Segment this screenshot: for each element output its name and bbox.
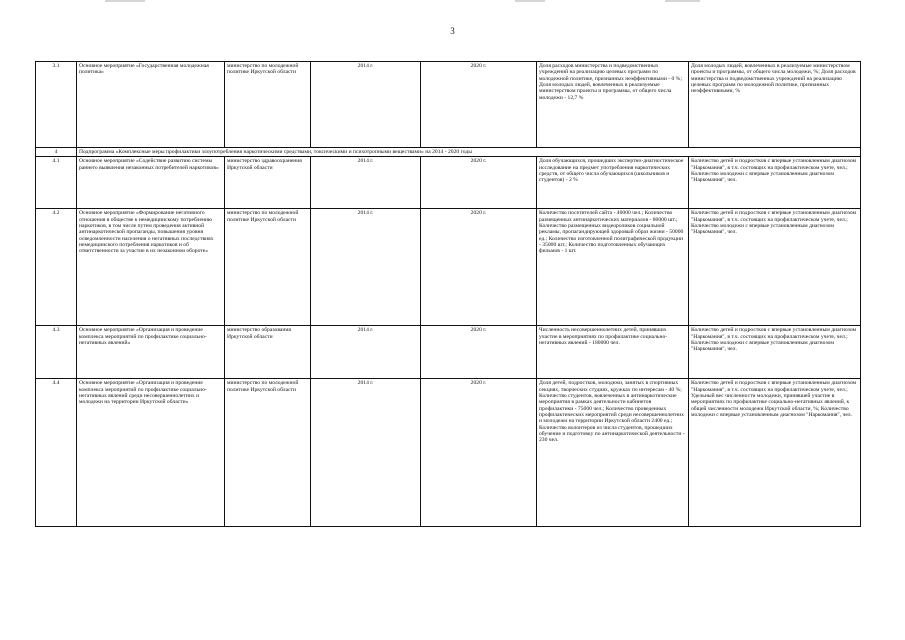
executor-cell: министерство по молодежной политике Иркутской области — [225, 379, 311, 527]
results-cell: Численность несовершеннолетних детей, принявших участие в мероприятиях по профилактике социально-негативных явлений - 180000 чел. — [537, 326, 689, 379]
event-cell: Основное мероприятие «Содействие развитию системы раннего выявления незаконных потребителей наркотиков» — [77, 157, 225, 209]
end-year-cell: 2020 г. — [421, 157, 537, 209]
scan-artifact-right — [665, 0, 700, 2]
executor-cell: министерство по молодежной политике Иркутской области — [225, 62, 311, 148]
executor-cell: министерство образования Иркутской области — [225, 326, 311, 379]
row-number: 4.3 — [36, 326, 77, 379]
end-year-cell: 2020 г. — [421, 209, 537, 326]
subprogram-title: Подпрограмма «Комплексные меры профилактики злоупотребления наркотическими средствами, токсическими и психотропными веществами» на 2014 - 2020 годы — [77, 148, 861, 157]
row-number: 4.1 — [36, 157, 77, 209]
indicators-cell: Количество детей и подростков с впервые установленным диагнозом "Наркомания", в т.ч. состоящих на профилактическом учете, чел.; Количество молодежи с впервые установленным диагнозом "Наркомания", чел. — [689, 326, 861, 379]
event-cell: Основное мероприятие «Организация и проведение комплекса мероприятий по профилактике социально-негативных явлений среди несовершеннолетних и молодежи на территории Иркутской области» — [77, 379, 225, 527]
indicators-cell: Количество детей и подростков с впервые установленным диагнозом "Наркомания", в т.ч. состоящих на профилактическом учете, чел.; Количество молодежи с впервые установленным диагнозом "Наркомания", чел. — [689, 209, 861, 326]
row-number: 4 — [36, 148, 77, 157]
scan-artifact-center — [515, 0, 545, 2]
results-cell: Доля детей, подростков, молодежи, занятых в спортивных секциях, творческих студиях, кружках по интересам - 40 %; Количество студентов, вовлеченных в антинаркотические мероприятия в рамках деятельности кабинетов профилактики - 75000 чел.; Количество проведенных профилактических мероприятий среди несовершеннолетних и молодежи на территории Иркутской области 2400 ед.; Количество волонтеров из числа студентов, прошедших обучение и подготовку по антинаркотической деятельности - 230 чел. — [537, 379, 689, 527]
table-row — [36, 209, 861, 326]
executor-cell: министерство по молодежной политике Иркутской области — [225, 209, 311, 326]
table-row — [36, 62, 861, 148]
indicators-cell: Количество детей и подростков с впервые установленным диагнозом "Наркомания", в т.ч. состоящих на профилактическом учете, чел.; Удельный вес численности молодежи, принявшей участие в мероприятиях по профилактике социально-негативных явлений, к общей численности молодежи Иркутской области, %; Количество молодежи с впервые установленным диагнозом "Наркомания", чел. — [689, 379, 861, 527]
table-row — [36, 326, 861, 379]
table-row — [36, 157, 861, 209]
row-number: 4.4 — [36, 379, 77, 527]
program-table — [35, 61, 861, 527]
start-year-cell: 2014 г. — [311, 379, 421, 527]
indicators-cell: Количество детей и подростков с впервые установленным диагнозом "Наркомания", в т.ч. состоящих на профилактическом учете, чел.; Количество молодежи с впервые установленным диагнозом "Наркомания", чел. — [689, 157, 861, 209]
indicators-cell: Доля молодых людей, вовлеченных в реализуемые министерством проекты и программы, от общего числа молодежи, %; Доля расходов министерства и подведомственных учреждений на реализацию целевых программ по молодежной политике, признанных неэффективными, % — [689, 62, 861, 148]
end-year-cell: 2020 г. — [421, 379, 537, 527]
end-year-cell: 2020 г. — [421, 326, 537, 379]
start-year-cell: 2014 г. — [311, 62, 421, 148]
table-row — [36, 379, 861, 527]
results-cell: Доля расходов министерства и подведомственных учреждений на реализацию целевых программ по молодежной политике, признанных неэффективными - 0 %; Доля молодых людей, вовлеченных в реализуемые министерством проекты и программы, от общего числа молодежи - 12,7 % — [537, 62, 689, 148]
results-cell: Количество посетителей сайта - 40000 чел.; Количество размещенных антинаркотических материалов - 80000 шт.; Количество размещенных видеороликов социальной рекламы, пропагандирующей здоровый образ жизни - 50000 ед.; Количество изготовленной полиграфической продукции - 35000 шт.; Количество подготовленных обучающих фильмов - 1 шт. — [537, 209, 689, 326]
row-number: 4.2 — [36, 209, 77, 326]
subprogram-row — [36, 148, 861, 157]
end-year-cell: 2020 г. — [421, 62, 537, 148]
event-cell: Основное мероприятие «Организация и проведение комплекса мероприятий по профилактике социально-негативных явлений» — [77, 326, 225, 379]
event-cell: Основное мероприятие «Формирование негативного отношения в обществе к немедицинскому потреблению наркотиков, в том числе путем проведения активной антинаркотической пропаганды, повышения уровня осведомленности населения о негативных последствиях немедицинского потребления наркотиков и об ответственности за участие в их незаконном обороте» — [77, 209, 225, 326]
start-year-cell: 2014 г. — [311, 326, 421, 379]
event-cell: Основное мероприятие «Государственная молодежная политика» — [77, 62, 225, 148]
start-year-cell: 2014 г. — [311, 157, 421, 209]
results-cell: Доля обучающихся, прошедших экспертно-диагностическое исследование на предмет употребления наркотических средств, от общего числа обучающихся (школьников и студентов) - 2 % — [537, 157, 689, 209]
page-number: 3 — [450, 26, 455, 36]
scan-artifact-left — [105, 0, 145, 2]
executor-cell: министерство здравоохранения Иркутской области — [225, 157, 311, 209]
start-year-cell: 2014 г. — [311, 209, 421, 326]
row-number: 3.1 — [36, 62, 77, 148]
